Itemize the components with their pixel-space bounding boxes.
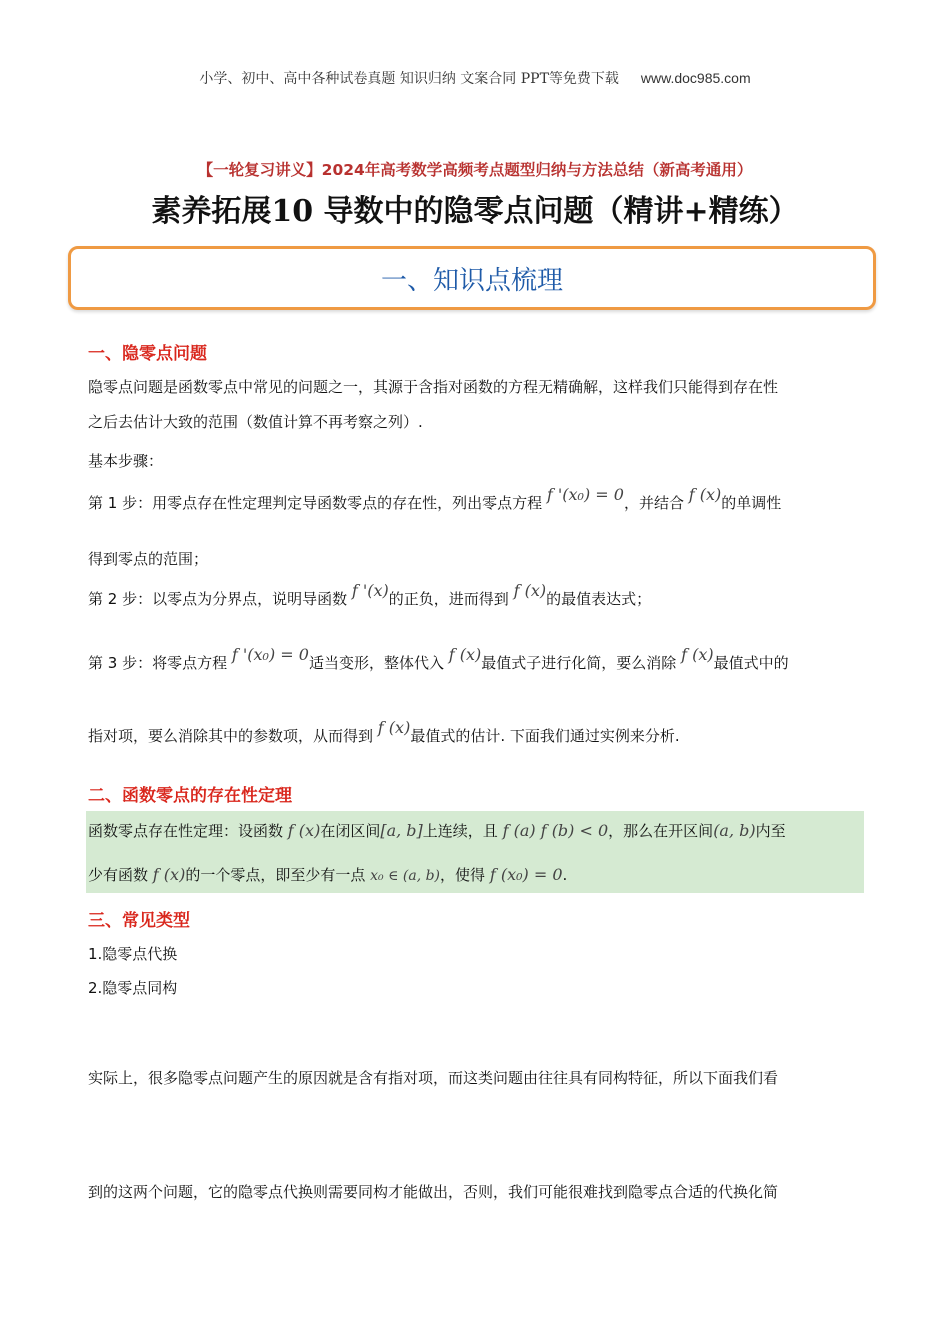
heading-existence-theorem: 二、函数零点的存在性定理	[88, 786, 292, 806]
math-fx: f (x)	[152, 865, 186, 884]
heading-common-types: 三、常见类型	[88, 911, 190, 931]
step1-line1	[88, 485, 864, 514]
document-title: 素养拓展10 导数中的隐零点问题（精讲+精练）	[151, 194, 799, 229]
step3-text-c: 最值式子进行化简，要么消除	[481, 654, 677, 672]
section-heading: 一、知识点梳理	[380, 265, 563, 296]
math-fx: f (x)	[681, 645, 714, 664]
step2-text-a: 第 2 步：以零点为分界点，说明导函数	[88, 590, 348, 608]
s3-paragraph-line2: 到的这两个问题，它的隐零点代换则需要同构才能做出，否则，我们可能很难找到隐零点合适的代换化简	[88, 1183, 779, 1201]
math-open-interval: (a, b)	[713, 821, 756, 840]
math-fx: f (x)	[513, 581, 547, 600]
step3-line2	[88, 718, 864, 747]
math-fx: f (x)	[688, 485, 722, 504]
step2-line	[88, 581, 864, 610]
theorem-text-b: 在闭区间	[320, 822, 381, 840]
math-fprime-x0-eq0: f '(x₀) = 0	[546, 485, 624, 504]
theorem-line1	[88, 820, 864, 842]
step1-text-b: ，并结合	[623, 494, 684, 512]
page-header	[0, 68, 950, 88]
header-text: 小学、初中、高中各种试卷真题 知识归纳 文案合同 PPT等免费下载	[199, 71, 619, 87]
step3-line1	[88, 645, 864, 674]
math-fx: f (x)	[287, 821, 321, 840]
theorem-text-e: 内至	[755, 822, 786, 840]
math-x0-in-interval: x₀ ∈ (a, b)	[370, 868, 441, 884]
step1-text-c: 的单调性	[721, 494, 782, 512]
section-heading-box	[68, 246, 876, 310]
math-f-x0-eq0: f (x₀) = 0	[489, 865, 563, 884]
document-subtitle: 【一轮复习讲义】2024年高考数学高频考点题型归纳与方法总结（新高考通用）	[197, 161, 753, 179]
step3-text-e: 指对项，要么消除其中的参数项，从而得到	[88, 727, 374, 745]
steps-label: 基本步骤：	[88, 452, 164, 470]
step3-text-a: 第 3 步：将零点方程	[88, 654, 228, 672]
step3-text-d: 最值式中的	[713, 654, 789, 672]
s3-paragraph-line1: 实际上，很多隐零点问题产生的原因就是含有指对项，而这类问题由往往具有同构特征，所以下面我们看	[88, 1069, 779, 1087]
theorem-line2	[88, 864, 864, 887]
theorem-text-a: 函数零点存在性定理：设函数	[88, 822, 284, 840]
theorem-text-i: .	[562, 866, 568, 884]
type-item-2: 2.隐零点同构	[88, 979, 178, 997]
step2-text-b: 的正负，进而得到	[388, 590, 509, 608]
step1-text-a: 第 1 步：用零点存在性定理判定导函数零点的存在性，列出零点方程	[88, 494, 543, 512]
theorem-text-f: 少有函数	[88, 866, 149, 884]
theorem-text-g: 的一个零点，即至少有一点	[185, 866, 366, 884]
s1-paragraph-line1: 隐零点问题是函数零点中常见的问题之一，其源于含指对函数的方程无精确解，这样我们只能得到存在性	[88, 378, 779, 396]
s1-paragraph-line2: 之后去估计大致的范围（数值计算不再考察之列）.	[88, 413, 423, 431]
step3-text-b: 适当变形，整体代入	[308, 654, 444, 672]
math-fprime-x0-eq0: f '(x₀) = 0	[231, 645, 309, 664]
type-item-1: 1.隐零点代换	[88, 945, 178, 963]
math-fx: f (x)	[377, 718, 411, 737]
step1-line2: 得到零点的范围；	[88, 550, 209, 568]
math-closed-interval: [a, b]	[380, 821, 423, 840]
step2-text-c: 的最值表达式；	[546, 590, 652, 608]
theorem-text-c: 上连续，且	[422, 822, 498, 840]
math-fx: f (x)	[448, 645, 482, 664]
math-fprime-x: f '(x)	[351, 581, 389, 600]
theorem-text-h: ，使得	[440, 866, 486, 884]
header-site-link[interactable]: www.doc985.com	[640, 70, 751, 86]
heading-hidden-zero-problem: 一、隐零点问题	[88, 344, 207, 364]
step3-text-f: 最值式的估计. 下面我们通过实例来分析.	[410, 727, 680, 745]
theorem-text-d: ，那么在开区间	[608, 822, 714, 840]
math-fa-fb-lt0: f (a) f (b) < 0	[502, 821, 609, 840]
